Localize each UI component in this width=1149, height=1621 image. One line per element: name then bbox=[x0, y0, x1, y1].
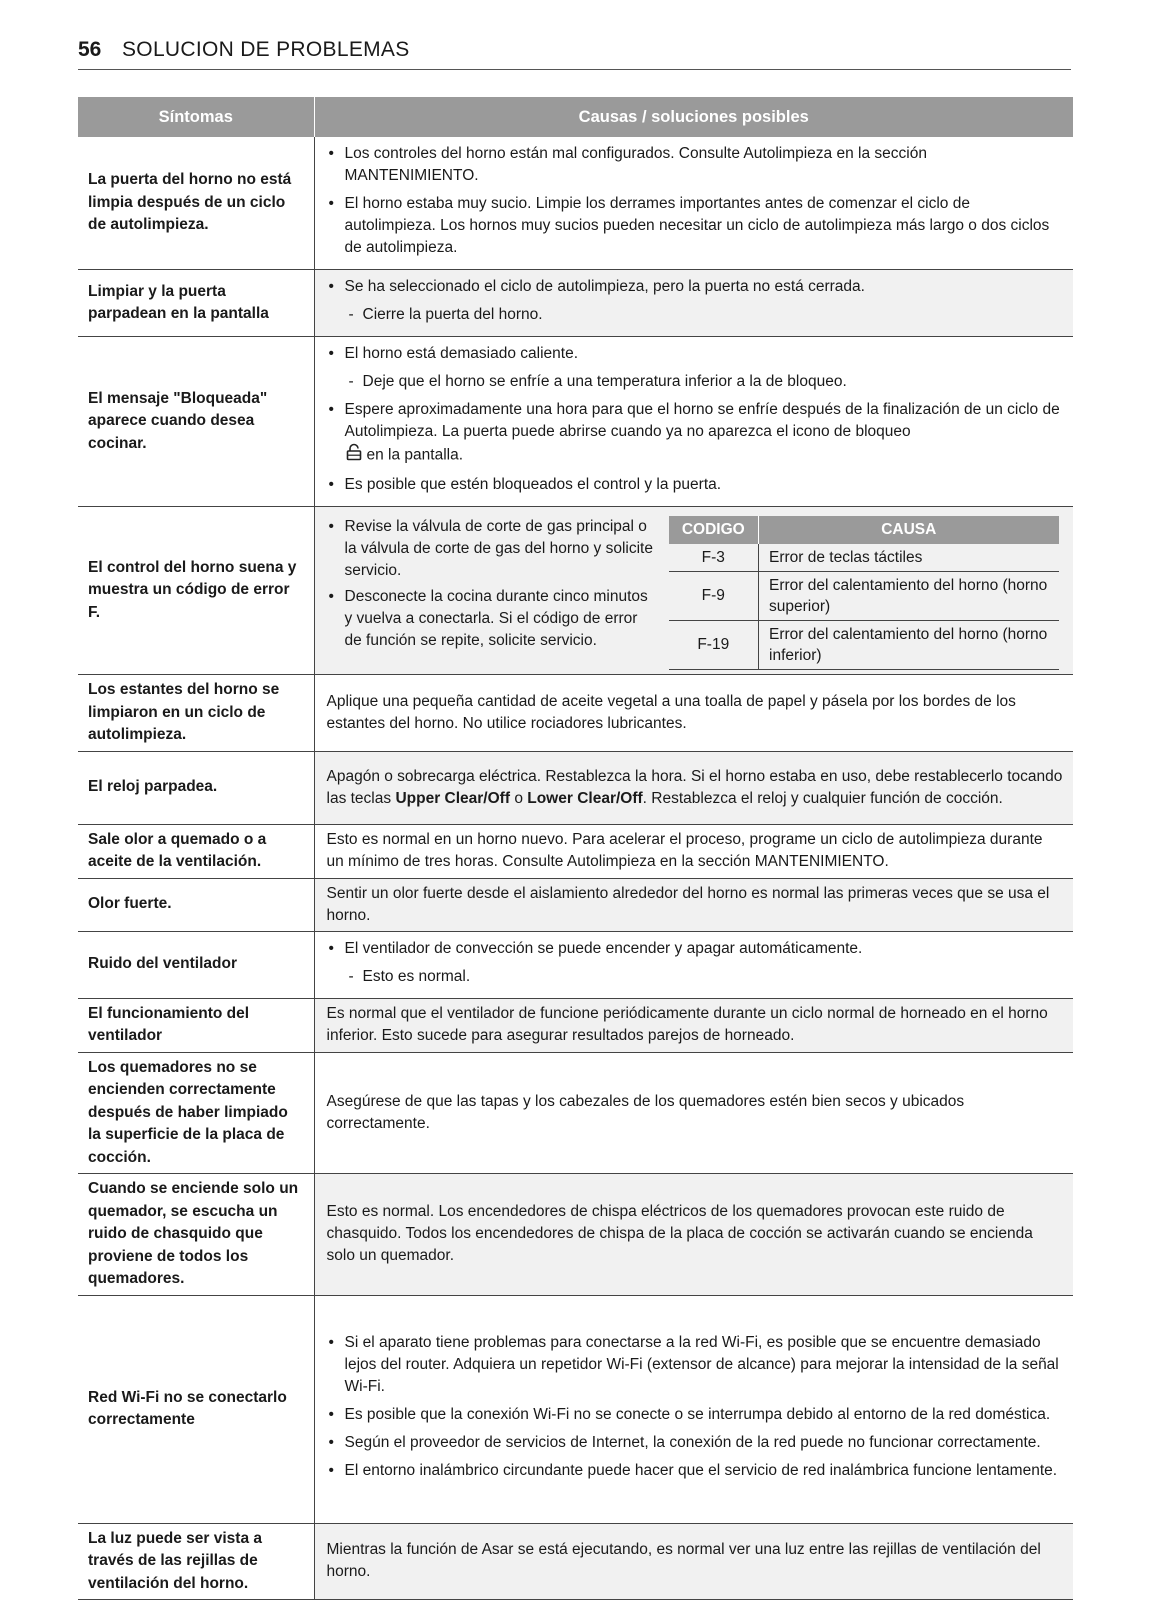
bullet-item: • Los controles del horno están mal configurados. Consulte Autolimpieza en la sección MANTENIMIENTO. bbox=[327, 143, 1064, 187]
bullet-item: • Es posible que estén bloqueados el control y la puerta. bbox=[327, 474, 1064, 496]
table-row bbox=[78, 1174, 1073, 1296]
error-code: F-9 bbox=[669, 571, 759, 620]
error-cause: Error del calentamiento del horno (horno superior) bbox=[759, 571, 1059, 620]
cause-text: Apagón o sobrecarga eléctrica. Restablezca la hora. Si el horno estaba en uso, debe restablecerlo tocando las teclas bbox=[326, 767, 1063, 807]
table-row bbox=[78, 1523, 1073, 1600]
cause-cell bbox=[314, 137, 1073, 270]
bullet-item: • El horno está demasiado caliente. bbox=[327, 343, 1064, 365]
table-row bbox=[78, 931, 1073, 998]
lock-icon bbox=[345, 443, 363, 468]
error-cause: Error de teclas táctiles bbox=[759, 544, 1059, 572]
cause-cell bbox=[314, 1295, 1073, 1523]
table-row bbox=[78, 675, 1073, 752]
cause-cell bbox=[314, 507, 1073, 675]
symptom-cell: Los estantes del horno se limpiaron en un ciclo de autolimpieza. bbox=[78, 675, 314, 752]
symptom-cell: Los quemadores no se encienden correctamente después de haber limpiado la superficie de la placa de cocción. bbox=[78, 1052, 314, 1174]
table-row bbox=[78, 507, 1073, 675]
cause-cell: Aplique una pequeña cantidad de aceite vegetal a una toalla de papel y pásela por los bordes de los estantes del horno. No utilice rociadores lubricantes. bbox=[314, 675, 1073, 752]
table-row bbox=[78, 751, 1073, 824]
symptom-cell: El control del horno suena y muestra un código de error F. bbox=[78, 507, 314, 675]
code-column-header: CODIGO bbox=[669, 516, 759, 544]
symptom-cell: Ruido del ventilador bbox=[78, 931, 314, 998]
error-code-row bbox=[669, 544, 1059, 572]
cause-cell bbox=[314, 751, 1073, 824]
error-code-row bbox=[669, 571, 1059, 620]
symptom-cell: Red Wi-Fi no se conectarlo correctamente bbox=[78, 1295, 314, 1523]
bullet-item: • Es posible que la conexión Wi-Fi no se conecte o se interrumpa debido al entorno de la red doméstica. bbox=[327, 1404, 1064, 1426]
table-row bbox=[78, 337, 1073, 507]
page-header bbox=[78, 36, 1071, 70]
error-code: F-19 bbox=[669, 620, 759, 669]
table-row bbox=[78, 270, 1073, 337]
error-cause: Error del calentamiento del horno (horno inferior) bbox=[759, 620, 1059, 669]
bullet-item: • Se ha seleccionado el ciclo de autolimpieza, pero la puerta no está cerrada. bbox=[327, 276, 1064, 298]
symptom-cell: Sale olor a quemado o a aceite de la ventilación. bbox=[78, 824, 314, 878]
bullet-item: • El horno estaba muy sucio. Limpie los derrames importantes antes de comenzar el ciclo de autolimpieza. Los hornos muy sucios pueden necesitar un ciclo de autolimpieza más largo o dos ciclos de autolimpieza. bbox=[327, 193, 1064, 259]
bullet-item: • Si el aparato tiene problemas para conectarse a la red Wi-Fi, es posible que se encuentre demasiado lejos del router. Adquiera un repetidor Wi-Fi (extensor de alcance) para mejorar la intensidad de la señal Wi-Fi. bbox=[327, 1332, 1064, 1398]
page-number: 56 bbox=[78, 38, 102, 61]
bullet-text: Espere aproximadamente una hora para que el horno se enfríe después de la finalización de un ciclo de Autolimpieza. La puerta puede abrirse cuando ya no aparezca el icono de bloqueo bbox=[344, 401, 1060, 440]
table-row bbox=[78, 998, 1073, 1052]
cause-cell: Asegúrese de que las tapas y los cabezales de los quemadores estén bien secos y ubicados correctamente. bbox=[314, 1052, 1073, 1174]
table-row bbox=[78, 1295, 1073, 1523]
sub-item: - Cierre la puerta del horno. bbox=[327, 304, 1064, 326]
table-row bbox=[78, 878, 1073, 931]
cause-cell: Sentir un olor fuerte desde el aislamiento alrededor del horno es normal las primeras veces que se usa el horno. bbox=[314, 878, 1073, 931]
bullet-item: • Según el proveedor de servicios de Internet, la conexión de la red puede no funcionar correctamente. bbox=[327, 1432, 1064, 1454]
symptom-cell: Limpiar y la puerta parpadean en la pantalla bbox=[78, 270, 314, 337]
symptom-cell: Cuando se enciende solo un quemador, se escucha un ruido de chasquido que proviene de todos los quemadores. bbox=[78, 1174, 314, 1296]
symptom-cell: Olor fuerte. bbox=[78, 878, 314, 931]
cause-text: o bbox=[514, 789, 523, 807]
bullet-item: • El ventilador de convección se puede encender y apagar automáticamente. bbox=[327, 938, 1064, 960]
bullet-text-tail: en la pantalla. bbox=[366, 446, 464, 464]
table-row bbox=[78, 824, 1073, 878]
cause-cell: Esto es normal. Los encendedores de chispa eléctricos de los quemadores provocan este ruido de chasquido. Todos los encendedores de chispa de la placa de cocción se activarán cuando se encienda solo un quemador. bbox=[314, 1174, 1073, 1296]
cause-cell: Es normal que el ventilador de funcione periódicamente durante un ciclo normal de horneado en el horno inferior. Esto sucede para asegurar resultados parejos de horneado. bbox=[314, 998, 1073, 1052]
lower-clear-off-key: Lower Clear/Off bbox=[527, 789, 643, 807]
symptom-cell: El funcionamiento del ventilador bbox=[78, 998, 314, 1052]
cause-column-header: CAUSA bbox=[759, 516, 1059, 544]
upper-clear-off-key: Upper Clear/Off bbox=[395, 789, 510, 807]
cause-cell bbox=[314, 270, 1073, 337]
bullet-item: • Desconecte la cocina durante cinco minutos y vuelva a conectarla. Si el código de error de función se repite, solicite servicio. bbox=[327, 586, 657, 652]
bullet-item: • Revise la válvula de corte de gas principal o la válvula de corte de gas del horno y solicite servicio. bbox=[327, 516, 657, 582]
cause-cell bbox=[314, 337, 1073, 507]
troubleshooting-table bbox=[78, 97, 1073, 1600]
symptoms-column-header: Síntomas bbox=[78, 97, 314, 137]
sub-item: - Deje que el horno se enfríe a una temperatura inferior a la de bloqueo. bbox=[327, 371, 1064, 393]
table-row bbox=[78, 137, 1073, 270]
symptom-cell: La luz puede ser vista a través de las rejillas de ventilación del horno. bbox=[78, 1523, 314, 1600]
table-header-row bbox=[78, 97, 1073, 137]
table-row bbox=[78, 1052, 1073, 1174]
sub-item: - Esto es normal. bbox=[327, 966, 1064, 988]
cause-cell bbox=[314, 931, 1073, 998]
cause-cell: Esto es normal en un horno nuevo. Para acelerar el proceso, programe un ciclo de autolimpieza durante un mínimo de tres horas. Consulte Autolimpieza en la sección MANTENIMIENTO. bbox=[314, 824, 1073, 878]
cause-text: . Restablezca el reloj y cualquier función de cocción. bbox=[642, 789, 1003, 807]
symptom-cell: La puerta del horno no está limpia después de un ciclo de autolimpieza. bbox=[78, 137, 314, 270]
symptom-cell: El mensaje "Bloqueada" aparece cuando desea cocinar. bbox=[78, 337, 314, 507]
error-code-row bbox=[669, 620, 1059, 669]
bullet-item bbox=[327, 399, 1064, 468]
cause-cell: Mientras la función de Asar se está ejecutando, es normal ver una luz entre las rejillas de ventilación del horno. bbox=[314, 1523, 1073, 1600]
section-title: SOLUCION DE PROBLEMAS bbox=[122, 38, 410, 61]
error-code: F-3 bbox=[669, 544, 759, 572]
symptom-cell: El reloj parpadea. bbox=[78, 751, 314, 824]
causes-column-header: Causas / soluciones posibles bbox=[314, 97, 1073, 137]
error-code-table bbox=[669, 516, 1059, 670]
bullet-item: • El entorno inalámbrico circundante puede hacer que el servicio de red inalámbrica funcione lentamente. bbox=[327, 1460, 1064, 1482]
